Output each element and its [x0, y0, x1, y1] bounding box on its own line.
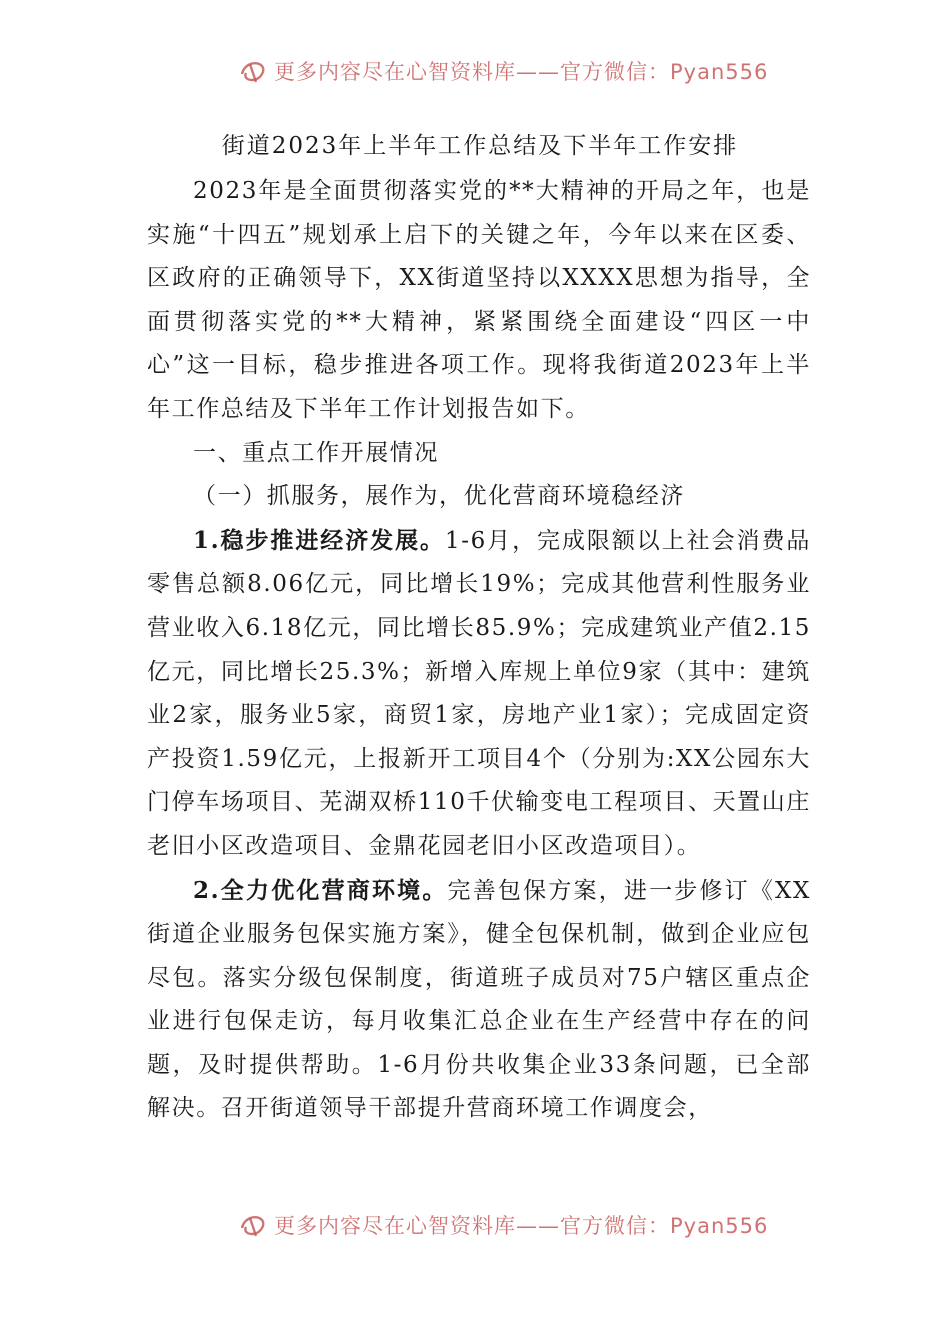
document-body	[147, 170, 811, 1131]
watermark-logo-icon	[238, 56, 268, 86]
watermark-text: 更多内容尽在心智资料库——官方微信：Pyan556	[274, 1214, 769, 1238]
item-paragraph-1	[147, 519, 811, 869]
item-title-1: 1.稳步推进经济发展。	[193, 526, 445, 554]
intro-paragraph: 2023年是全面贯彻落实党的**大精神的开局之年，也是实施“十四五”规划承上启下的关键之年，今年以来在区委、区政府的正确领导下，XX街道坚持以XXXX思想为指导，全面贯彻落实党的**大精神，紧紧围绕全面建设“四区一中心”这一目标，稳步推进各项工作。现将我街道2023年上半年工作总结及下半年工作计划报告如下。	[147, 178, 811, 422]
item-text-2: 完善包保方案，进一步修订《XX街道企业服务包保实施方案》，健全包保机制，做到企业应包尽包。落实分级包保制度，街道班子成员对75户辖区重点企业进行包保走访，每月收集汇总企业在生产经营中存在的问题，及时提供帮助。1-6月份共收集企业33条问题，已全部解决。召开街道领导干部提升营商环境工作调度会，	[147, 877, 811, 1122]
subsection-heading-1: （一）抓服务，展作为，优化营商环境稳经济	[193, 483, 685, 510]
footer-watermark	[0, 1206, 950, 1246]
watermark-logo-icon	[238, 1210, 268, 1240]
header-watermark	[0, 52, 950, 92]
item-paragraph-2	[147, 869, 811, 1132]
watermark-text: 更多内容尽在心智资料库——官方微信：Pyan556	[274, 60, 769, 84]
document-title: 街道2023年上半年工作总结及下半年工作安排	[221, 133, 739, 159]
section-heading-1: 一、重点工作开展情况	[193, 439, 439, 466]
item-title-2: 2.全力优化营商环境。	[193, 876, 448, 904]
item-text-1: 1-6月，完成限额以上社会消费品零售总额8.06亿元，同比增长19%；完成其他营利性服务业营业收入6.18亿元，同比增长85.9%；完成建筑业产值2.15亿元，同比增长25.3%；新增入库规上单位9家（其中：建筑业2家，服务业5家，商贸1家，房地产业1家）；完成固定资产投资1.59亿元，上报新开工项目4个（分别为:XX公园东大门停车场项目、芜湖双桥110千伏输变电工程项目、天置山庄老旧小区改造项目、金鼎花园老旧小区改造项目）。	[147, 527, 811, 859]
